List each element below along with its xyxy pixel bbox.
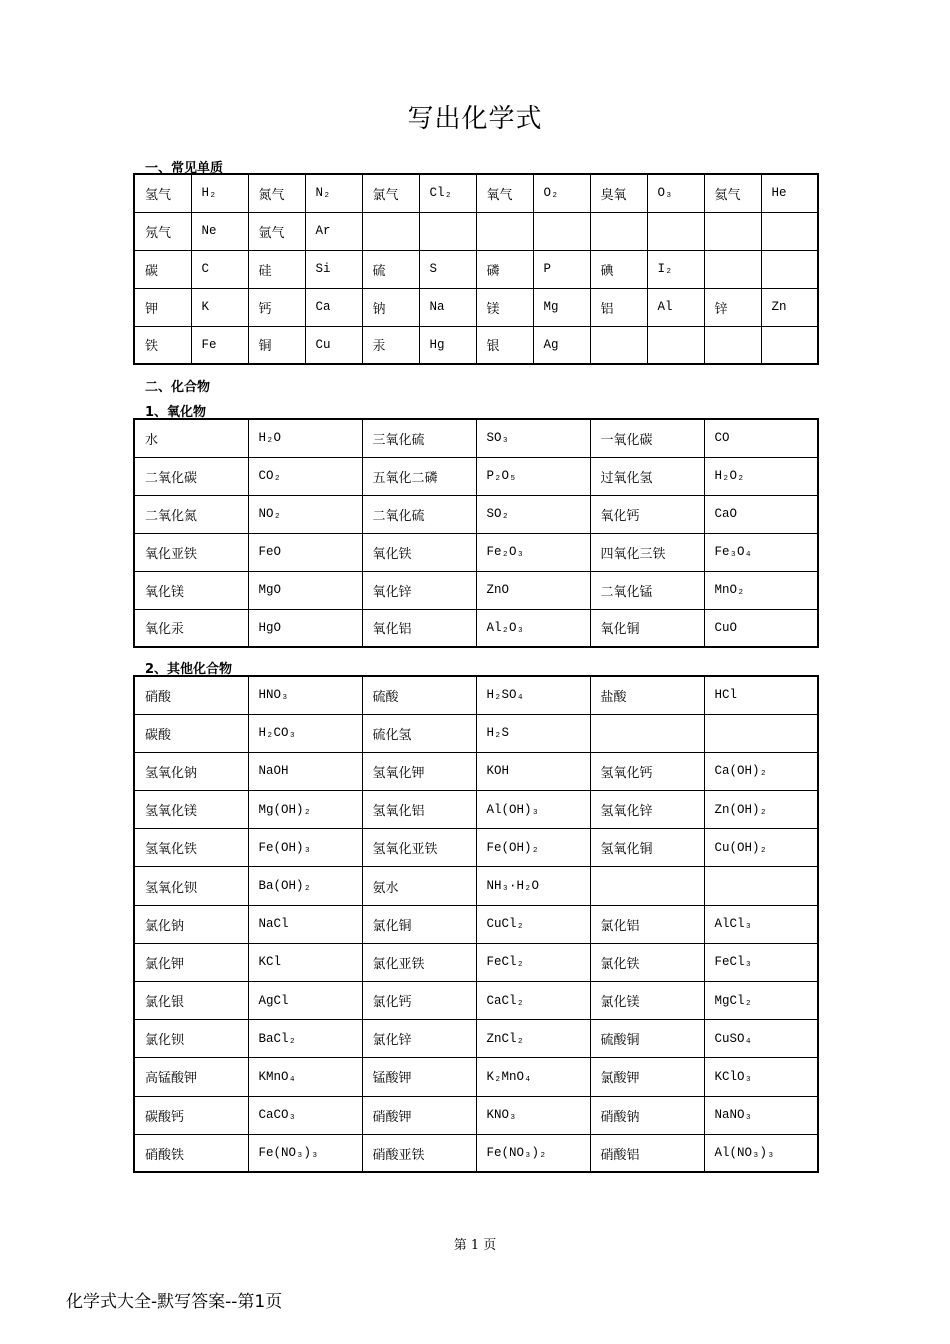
substance-name-cell: 氢氧化镁	[134, 791, 248, 829]
chemical-formula-cell: Cu(OH)₂	[704, 829, 818, 867]
substance-name-cell	[590, 212, 647, 250]
chemical-formula-cell: O₂	[533, 174, 590, 212]
chemical-formula-cell: AgCl	[248, 982, 362, 1020]
table-row	[134, 326, 818, 364]
document-footer: 化学式大全-默写答案--第1页	[66, 1292, 283, 1312]
table-row	[134, 250, 818, 288]
substance-name-cell: 碳酸钙	[134, 1096, 248, 1134]
substance-name-cell: 氧化亚铁	[134, 533, 248, 571]
chemical-formula-cell: Fe₂O₃	[476, 533, 590, 571]
substance-name-cell: 硫酸铜	[590, 1020, 704, 1058]
chemical-formula-cell: MgO	[248, 571, 362, 609]
chemical-formula-cell	[647, 326, 704, 364]
chemical-formula-cell: P	[533, 250, 590, 288]
table-row	[134, 943, 818, 981]
substance-name-cell: 碘	[590, 250, 647, 288]
chemical-formula-cell: NaCl	[248, 905, 362, 943]
chemical-formula-cell: KCl	[248, 943, 362, 981]
substance-name-cell: 三氧化硫	[362, 419, 476, 457]
chemical-formula-cell: P₂O₅	[476, 457, 590, 495]
chemical-formula-cell: S	[419, 250, 476, 288]
substance-name-cell: 氯化钙	[362, 982, 476, 1020]
substance-name-cell: 硫	[362, 250, 419, 288]
substance-name-cell: 硫酸	[362, 676, 476, 714]
substance-name-cell: 氢氧化钠	[134, 752, 248, 790]
substance-name-cell: 镁	[476, 288, 533, 326]
chemical-formula-cell: CuSO₄	[704, 1020, 818, 1058]
substance-name-cell	[362, 212, 419, 250]
substance-name-cell: 氯化铁	[590, 943, 704, 981]
chemical-formula-cell: FeO	[248, 533, 362, 571]
table-row	[134, 1020, 818, 1058]
substance-name-cell	[476, 212, 533, 250]
substance-name-cell: 氯化钠	[134, 905, 248, 943]
substance-name-cell: 臭氧	[590, 174, 647, 212]
table-row	[134, 533, 818, 571]
substance-name-cell	[704, 326, 761, 364]
substance-name-cell: 氦气	[704, 174, 761, 212]
substance-name-cell: 氯化铝	[590, 905, 704, 943]
substance-name-cell: 一氧化碳	[590, 419, 704, 457]
chemical-formula-cell: Fe(OH)₃	[248, 829, 362, 867]
chemical-formula-cell: Si	[305, 250, 362, 288]
chemical-formula-cell: H₂O	[248, 419, 362, 457]
chemical-formula-cell: Fe(NO₃)₂	[476, 1134, 590, 1172]
substance-name-cell: 氧化镁	[134, 571, 248, 609]
substance-name-cell: 氧化铁	[362, 533, 476, 571]
substance-name-cell: 氯化银	[134, 982, 248, 1020]
chemical-formula-cell	[647, 212, 704, 250]
substance-name-cell: 盐酸	[590, 676, 704, 714]
substance-name-cell: 五氧化二磷	[362, 457, 476, 495]
substance-name-cell: 四氧化三铁	[590, 533, 704, 571]
chemical-formula-cell: BaCl₂	[248, 1020, 362, 1058]
table-row	[134, 791, 818, 829]
substance-name-cell: 氧化锌	[362, 571, 476, 609]
chemical-formula-cell: Ar	[305, 212, 362, 250]
chemical-formula-cell: HCl	[704, 676, 818, 714]
table-row	[134, 419, 818, 457]
chemical-formula-cell: NaNO₃	[704, 1096, 818, 1134]
chemical-formula-cell: Cl₂	[419, 174, 476, 212]
chemical-formula-cell: Fe(NO₃)₃	[248, 1134, 362, 1172]
substance-name-cell: 二氧化硫	[362, 495, 476, 533]
substance-name-cell: 氧化铝	[362, 609, 476, 647]
table-row	[134, 288, 818, 326]
substance-name-cell: 硝酸钾	[362, 1096, 476, 1134]
substance-name-cell: 氯化锌	[362, 1020, 476, 1058]
substance-name-cell: 氢氧化锌	[590, 791, 704, 829]
chemical-formula-cell: MnO₂	[704, 571, 818, 609]
subsection-heading-other-compounds: 2、其他化合物	[145, 662, 233, 677]
other-compounds-table	[133, 675, 819, 1173]
substance-name-cell: 二氧化碳	[134, 457, 248, 495]
chemical-formula-cell: H₂CO₃	[248, 714, 362, 752]
substance-name-cell: 氢氧化亚铁	[362, 829, 476, 867]
table-row	[134, 676, 818, 714]
chemical-formula-cell: Mg(OH)₂	[248, 791, 362, 829]
chemical-formula-cell: CO	[704, 419, 818, 457]
chemical-formula-cell: Mg	[533, 288, 590, 326]
chemical-formula-cell: KClO₃	[704, 1058, 818, 1096]
substance-name-cell: 水	[134, 419, 248, 457]
table-row	[134, 571, 818, 609]
substance-name-cell	[590, 714, 704, 752]
chemical-formula-cell: Ca(OH)₂	[704, 752, 818, 790]
chemical-formula-cell: HNO₃	[248, 676, 362, 714]
chemical-formula-cell: H₂S	[476, 714, 590, 752]
page-number: 第 1 页	[453, 1238, 497, 1253]
substance-name-cell: 二氧化锰	[590, 571, 704, 609]
chemical-formula-cell	[761, 326, 818, 364]
substance-name-cell: 氧化钙	[590, 495, 704, 533]
substance-name-cell: 硝酸钠	[590, 1096, 704, 1134]
substance-name-cell: 氢氧化钙	[590, 752, 704, 790]
chemical-formula-cell: Zn	[761, 288, 818, 326]
substance-name-cell	[704, 212, 761, 250]
table-row	[134, 609, 818, 647]
chemical-formula-cell: Na	[419, 288, 476, 326]
elements-table	[133, 173, 819, 365]
substance-name-cell: 硝酸亚铁	[362, 1134, 476, 1172]
oxides-table	[133, 418, 819, 648]
substance-name-cell: 氯化铜	[362, 905, 476, 943]
chemical-formula-cell: MgCl₂	[704, 982, 818, 1020]
substance-name-cell: 氖气	[134, 212, 191, 250]
chemical-formula-cell: Ne	[191, 212, 248, 250]
chemical-formula-cell: I₂	[647, 250, 704, 288]
chemical-formula-cell: H₂SO₄	[476, 676, 590, 714]
chemical-formula-cell: CaCl₂	[476, 982, 590, 1020]
chemical-formula-cell: Al	[647, 288, 704, 326]
table-row	[134, 752, 818, 790]
substance-name-cell: 氯化亚铁	[362, 943, 476, 981]
substance-name-cell: 铁	[134, 326, 191, 364]
page-title: 写出化学式	[407, 104, 543, 134]
chemical-formula-cell: KOH	[476, 752, 590, 790]
chemical-formula-cell: N₂	[305, 174, 362, 212]
substance-name-cell: 磷	[476, 250, 533, 288]
chemical-formula-cell: O₃	[647, 174, 704, 212]
table-row	[134, 982, 818, 1020]
substance-name-cell: 氧气	[476, 174, 533, 212]
chemical-formula-cell: NO₂	[248, 495, 362, 533]
substance-name-cell: 硫化氢	[362, 714, 476, 752]
chemical-formula-cell: Al(NO₃)₃	[704, 1134, 818, 1172]
substance-name-cell	[590, 326, 647, 364]
chemical-formula-cell: NH₃·H₂O	[476, 867, 590, 905]
table-row	[134, 829, 818, 867]
chemical-formula-cell: CaO	[704, 495, 818, 533]
chemical-formula-cell: K	[191, 288, 248, 326]
substance-name-cell: 锰酸钾	[362, 1058, 476, 1096]
chemical-formula-cell	[533, 212, 590, 250]
substance-name-cell: 汞	[362, 326, 419, 364]
chemical-formula-cell: Ca	[305, 288, 362, 326]
chemical-formula-cell: Al₂O₃	[476, 609, 590, 647]
substance-name-cell	[590, 867, 704, 905]
chemical-formula-cell: CaCO₃	[248, 1096, 362, 1134]
chemical-formula-cell: Cu	[305, 326, 362, 364]
substance-name-cell: 氢氧化铁	[134, 829, 248, 867]
chemical-formula-cell: FeCl₂	[476, 943, 590, 981]
subsection-heading-oxides: 1、氧化物	[145, 405, 207, 420]
substance-name-cell: 氩气	[248, 212, 305, 250]
substance-name-cell: 氢氧化铝	[362, 791, 476, 829]
table-row	[134, 457, 818, 495]
section-heading-compounds: 二、化合物	[145, 380, 211, 395]
table-row	[134, 1096, 818, 1134]
substance-name-cell: 氯化钡	[134, 1020, 248, 1058]
chemical-formula-cell: K₂MnO₄	[476, 1058, 590, 1096]
chemical-formula-cell: ZnCl₂	[476, 1020, 590, 1058]
table-row	[134, 174, 818, 212]
substance-name-cell: 氧化铜	[590, 609, 704, 647]
substance-name-cell: 钙	[248, 288, 305, 326]
substance-name-cell: 硅	[248, 250, 305, 288]
substance-name-cell: 氯气	[362, 174, 419, 212]
table-row	[134, 1134, 818, 1172]
chemical-formula-cell: KMnO₄	[248, 1058, 362, 1096]
substance-name-cell: 碳酸	[134, 714, 248, 752]
table-row	[134, 212, 818, 250]
substance-name-cell: 氨水	[362, 867, 476, 905]
substance-name-cell: 氯酸钾	[590, 1058, 704, 1096]
section-heading-elements: 一、常见单质	[145, 161, 224, 176]
chemical-formula-cell: KNO₃	[476, 1096, 590, 1134]
substance-name-cell: 钠	[362, 288, 419, 326]
chemical-formula-cell	[704, 714, 818, 752]
chemical-formula-cell	[419, 212, 476, 250]
chemical-formula-cell: Fe	[191, 326, 248, 364]
chemical-formula-cell: SO₂	[476, 495, 590, 533]
chemical-formula-cell: Zn(OH)₂	[704, 791, 818, 829]
chemical-formula-cell: CuO	[704, 609, 818, 647]
substance-name-cell: 氯化镁	[590, 982, 704, 1020]
chemical-formula-cell: AlCl₃	[704, 905, 818, 943]
table-row	[134, 905, 818, 943]
chemical-formula-cell: Hg	[419, 326, 476, 364]
chemical-formula-cell	[761, 250, 818, 288]
chemical-formula-cell: CO₂	[248, 457, 362, 495]
chemical-formula-cell: ZnO	[476, 571, 590, 609]
substance-name-cell: 氯化钾	[134, 943, 248, 981]
chemical-formula-cell: He	[761, 174, 818, 212]
chemical-formula-cell: Ag	[533, 326, 590, 364]
substance-name-cell: 氮气	[248, 174, 305, 212]
table-row	[134, 1058, 818, 1096]
chemical-formula-cell: H₂	[191, 174, 248, 212]
substance-name-cell: 银	[476, 326, 533, 364]
substance-name-cell: 硝酸铝	[590, 1134, 704, 1172]
substance-name-cell: 铜	[248, 326, 305, 364]
chemical-formula-cell: Ba(OH)₂	[248, 867, 362, 905]
substance-name-cell: 氢氧化铜	[590, 829, 704, 867]
substance-name-cell: 二氧化氮	[134, 495, 248, 533]
substance-name-cell: 氧化汞	[134, 609, 248, 647]
substance-name-cell: 锌	[704, 288, 761, 326]
substance-name-cell: 氢气	[134, 174, 191, 212]
chemical-formula-cell: CuCl₂	[476, 905, 590, 943]
chemical-formula-cell: Al(OH)₃	[476, 791, 590, 829]
chemical-formula-cell: HgO	[248, 609, 362, 647]
substance-name-cell: 氢氧化钾	[362, 752, 476, 790]
substance-name-cell: 碳	[134, 250, 191, 288]
chemical-formula-cell	[761, 212, 818, 250]
chemical-formula-cell: H₂O₂	[704, 457, 818, 495]
substance-name-cell: 高锰酸钾	[134, 1058, 248, 1096]
substance-name-cell: 硝酸	[134, 676, 248, 714]
chemical-formula-cell: SO₃	[476, 419, 590, 457]
chemical-formula-cell: NaOH	[248, 752, 362, 790]
substance-name-cell	[704, 250, 761, 288]
substance-name-cell: 钾	[134, 288, 191, 326]
substance-name-cell: 氢氧化钡	[134, 867, 248, 905]
chemical-formula-cell	[704, 867, 818, 905]
substance-name-cell: 过氧化氢	[590, 457, 704, 495]
table-row	[134, 714, 818, 752]
chemical-formula-cell: Fe(OH)₂	[476, 829, 590, 867]
substance-name-cell: 铝	[590, 288, 647, 326]
chemical-formula-cell: FeCl₃	[704, 943, 818, 981]
substance-name-cell: 硝酸铁	[134, 1134, 248, 1172]
chemical-formula-cell: C	[191, 250, 248, 288]
chemical-formula-cell: Fe₃O₄	[704, 533, 818, 571]
table-row	[134, 867, 818, 905]
table-row	[134, 495, 818, 533]
